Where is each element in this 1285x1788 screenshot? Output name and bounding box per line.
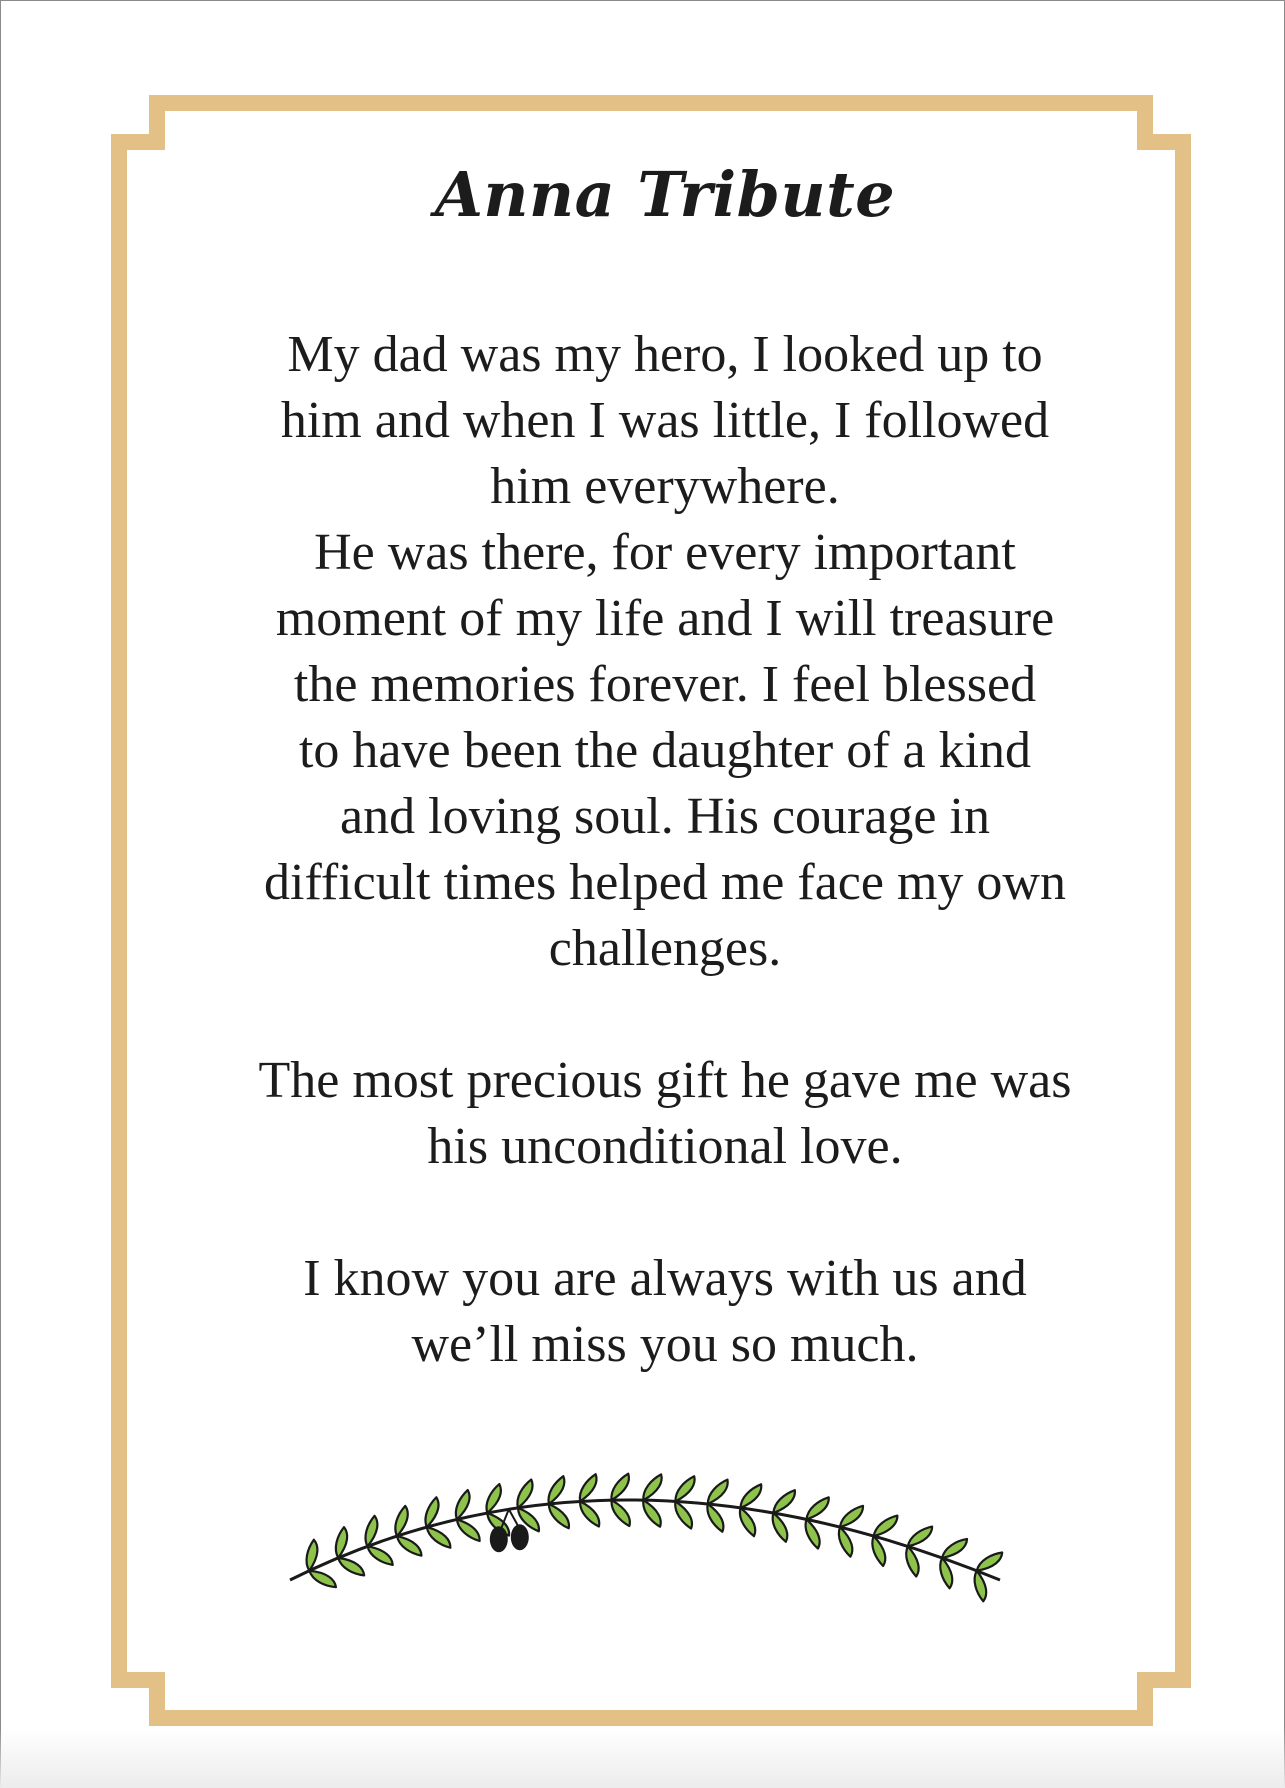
laurel-leaf-upper <box>637 1474 667 1501</box>
laurel-leaf-lower <box>393 1535 425 1556</box>
laurel-leaf-upper <box>605 1473 635 1501</box>
laurel-leaf-lower <box>701 1503 730 1532</box>
laurel-leaf-lower <box>543 1503 574 1529</box>
laurel-leaf-lower <box>307 1570 339 1588</box>
laurel-leaf-upper <box>769 1490 800 1514</box>
laurel-leaf-upper <box>542 1476 570 1505</box>
laurel-leaf-upper <box>974 1552 1006 1572</box>
laurel-branch-icon <box>280 1430 1020 1630</box>
tribute-paragraph-3: I know you are always with us and we’ll miss you so much. <box>303 1250 1027 1373</box>
laurel-leaf-upper <box>802 1497 833 1520</box>
tribute-paragraph-1: My dad was my hero, I looked up to him and when I was little, I followed him everywhere. He was there, for every important moment of my life and I will treasure the memories forever. I feel blessed to have been the daughter of a kind and loving soul. His courage in difficult times helped me face my own challenges. <box>264 326 1066 977</box>
laurel-berry <box>511 1524 529 1550</box>
tribute-paragraph-2: The most precious gift he gave me was his unconditional love. <box>258 1052 1072 1175</box>
laurel-leaf-lower <box>637 1500 667 1528</box>
laurel-leaf-upper <box>939 1538 971 1558</box>
laurel-leaf-lower <box>669 1501 698 1529</box>
laurel-leaf-upper <box>702 1479 733 1505</box>
laurel-leaf-upper <box>735 1484 766 1509</box>
laurel-berry <box>490 1526 508 1552</box>
laurel-leaf-upper <box>836 1505 868 1528</box>
laurel-leaf-upper <box>870 1515 902 1537</box>
tribute-text <box>190 322 1140 1378</box>
laurel-leaf-lower <box>606 1500 636 1527</box>
laurel-leaf-upper <box>670 1476 700 1502</box>
laurel-leaf-lower <box>335 1557 367 1576</box>
laurel-leaf-upper <box>573 1474 602 1502</box>
laurel-leaf-upper <box>511 1479 539 1508</box>
laurel-leaf-lower <box>574 1501 604 1527</box>
laurel-leaf-lower <box>423 1526 455 1548</box>
laurel-leaf-lower <box>453 1519 485 1542</box>
laurel-leaf-lower <box>364 1545 396 1565</box>
laurel-leaf-upper <box>904 1526 936 1547</box>
page-title: Anna Tribute <box>434 158 896 231</box>
